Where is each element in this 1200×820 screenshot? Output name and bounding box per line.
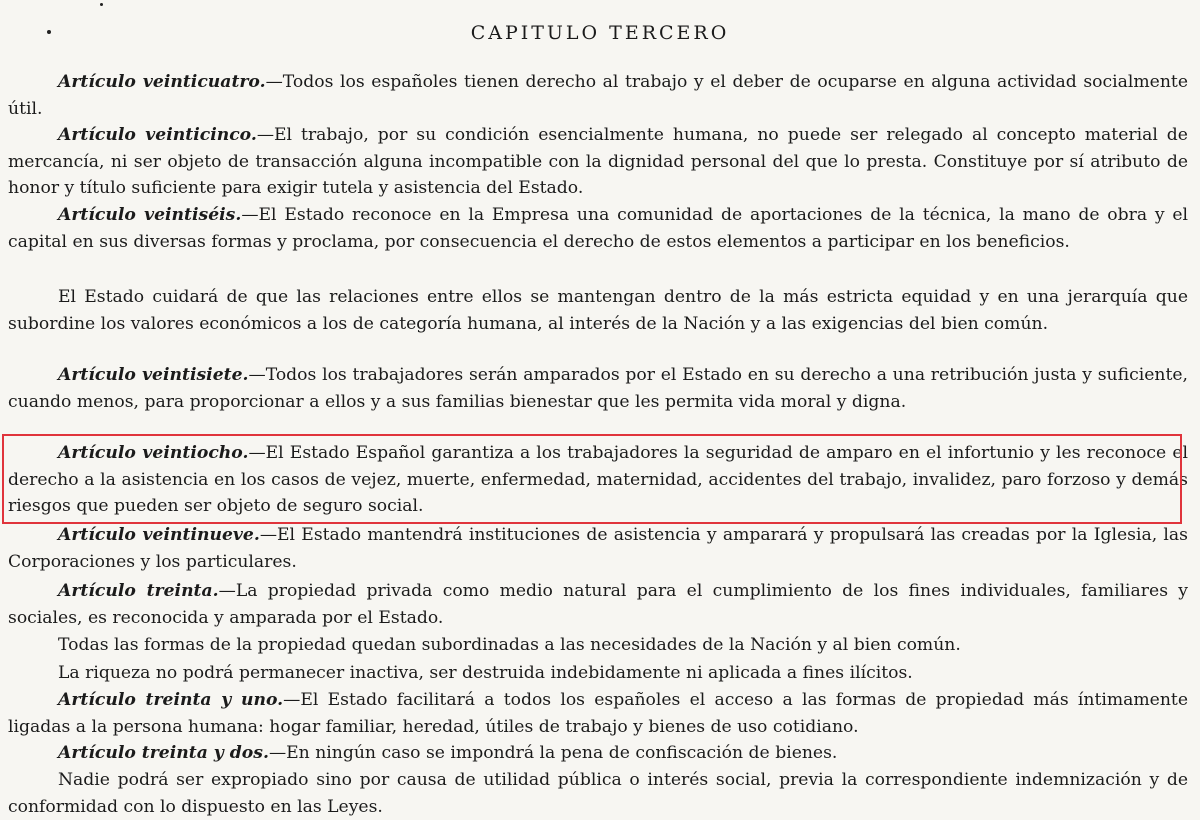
article-text: —Todos los trabajadores serán amparados por el Estado en su derecho a una retribución justa y suficiente, cuando menos, para proporcionar a ellos y a sus familias bienestar que les permita vida moral y digna. <box>8 365 1188 412</box>
article-30-continued-2 <box>8 660 1188 687</box>
article-32-continued <box>8 767 1188 820</box>
article-30 <box>8 578 1188 631</box>
article-32 <box>8 740 1188 767</box>
article-31 <box>8 687 1188 740</box>
article-label: Artículo veinticinco. <box>58 125 257 145</box>
paragraph-text: La riqueza no podrá permanecer inactiva, ser destruida indebidamente ni aplicada a fines ilícitos. <box>58 663 913 683</box>
article-label: Artículo veintinueve. <box>58 525 260 545</box>
article-label: Artículo veinticuatro. <box>58 72 266 92</box>
article-text: —El Estado reconoce en la Empresa una comunidad de aportaciones de la técnica, la mano de obra y el capital en sus diversas formas y proclama, por consecuencia el derecho de estos elementos a participar en los beneficios. <box>8 205 1189 252</box>
article-30-continued-1 <box>8 632 1188 659</box>
paragraph-text: Todas las formas de la propiedad quedan subordinadas a las necesidades de la Nación y al bien común. <box>58 635 961 655</box>
highlight-box <box>2 434 1182 524</box>
paragraph-text: El Estado cuidará de que las relaciones entre ellos se mantengan dentro de la más estricta equidad y en una jerarquía que subordine los valores económicos a los de categoría humana, al interés de la Nación y a las exigencias del bien común. <box>8 287 1188 334</box>
article-label: Artículo treinta y uno. <box>58 690 284 710</box>
article-text: —El Estado Español garantiza a los trabajadores la seguridad de amparo en el infortunio y les reconoce el derecho a la asistencia en los casos de vejez, muerte, enfermedad, maternidad, accidentes del trabajo, invalidez, paro forzoso y demás riesgos que pueden ser objeto de seguro social. <box>8 443 1188 517</box>
ink-speck <box>47 30 51 34</box>
article-text: —El Estado facilitará a todos los españoles el acceso a las formas de propiedad más íntimamente ligadas a la persona humana: hogar familiar, heredad, útiles de trabajo y bienes de uso cotidiano. <box>8 690 1189 737</box>
article-text: —La propiedad privada como medio natural para el cumplimiento de los fines individuales, familiares y sociales, es reconocida y amparada por el Estado. <box>8 581 1188 628</box>
article-29 <box>8 522 1188 575</box>
paragraph-text: Nadie podrá ser expropiado sino por causa de utilidad pública o interés social, previa la correspondiente indemnización y de conformidad con lo dispuesto en las Leyes. <box>8 770 1188 817</box>
article-label: Artículo treinta y dos. <box>58 743 269 763</box>
article-text: —En ningún caso se impondrá la pena de confiscación de bienes. <box>268 743 838 763</box>
article-label: Artículo veintiséis. <box>58 205 242 225</box>
article-24 <box>8 69 1188 122</box>
article-text: —El trabajo, por su condición esencialmente humana, no puede ser relegado al concepto material de mercancía, ni ser objeto de transacción alguna incompatible con la dignidad personal del que lo presta. Constituye por sí atributo de honor y título suficiente para exigir tutela y asistencia del Estado. <box>8 125 1188 199</box>
article-25 <box>8 122 1188 202</box>
article-26 <box>8 202 1188 255</box>
article-label: Artículo veintisiete. <box>58 365 249 385</box>
article-label: Artículo veintiocho. <box>58 443 249 463</box>
article-27 <box>8 362 1188 415</box>
article-26-continued <box>8 284 1188 337</box>
article-text: —Todos los españoles tienen derecho al trabajo y el deber de ocuparse en alguna actividad socialmente útil. <box>8 72 1189 119</box>
ink-speck <box>100 3 103 6</box>
article-text: —El Estado mantendrá instituciones de asistencia y amparará y propulsará las creadas por la Iglesia, las Corporaciones y los particulares. <box>8 525 1188 572</box>
article-label: Artículo treinta. <box>58 581 219 601</box>
chapter-title: CAPITULO TERCERO <box>470 22 730 44</box>
